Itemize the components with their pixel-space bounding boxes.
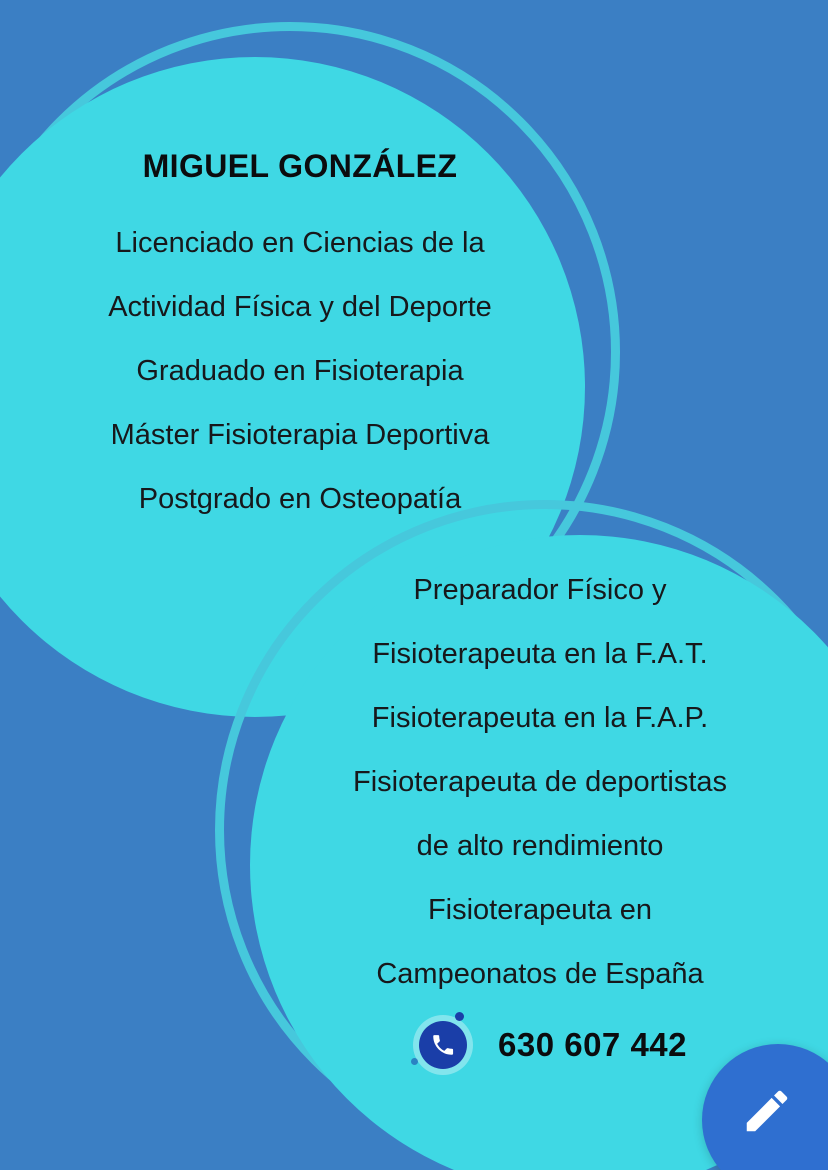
experience-line: Campeonatos de España <box>376 958 704 990</box>
phone-number: 630 607 442 <box>498 1026 688 1063</box>
experience-line: Fisioterapeuta en la F.A.T. <box>372 638 708 670</box>
credentials-bottom-block <box>270 558 810 1006</box>
contact-phone-row[interactable] <box>410 1012 687 1078</box>
experience-line: Preparador Físico y <box>413 574 667 606</box>
credential-line: Actividad Física y del Deporte <box>108 291 492 323</box>
pencil-icon <box>740 1084 794 1138</box>
experience-line: Fisioterapeuta de deportistas <box>353 766 727 798</box>
person-name: MIGUEL GONZÁLEZ <box>142 148 458 184</box>
credential-line: Máster Fisioterapia Deportiva <box>110 419 490 451</box>
credential-line: Postgrado en Osteopatía <box>138 483 462 515</box>
credential-line: Graduado en Fisioterapia <box>136 355 464 387</box>
experience-line: Fisioterapeuta en la F.A.P. <box>371 702 709 734</box>
credential-line: Licenciado en Ciencias de la <box>115 227 485 259</box>
credentials-top-block <box>20 148 580 531</box>
experience-line: Fisioterapeuta en <box>427 894 653 926</box>
phone-icon <box>410 1012 476 1078</box>
experience-line: de alto rendimiento <box>416 830 664 862</box>
